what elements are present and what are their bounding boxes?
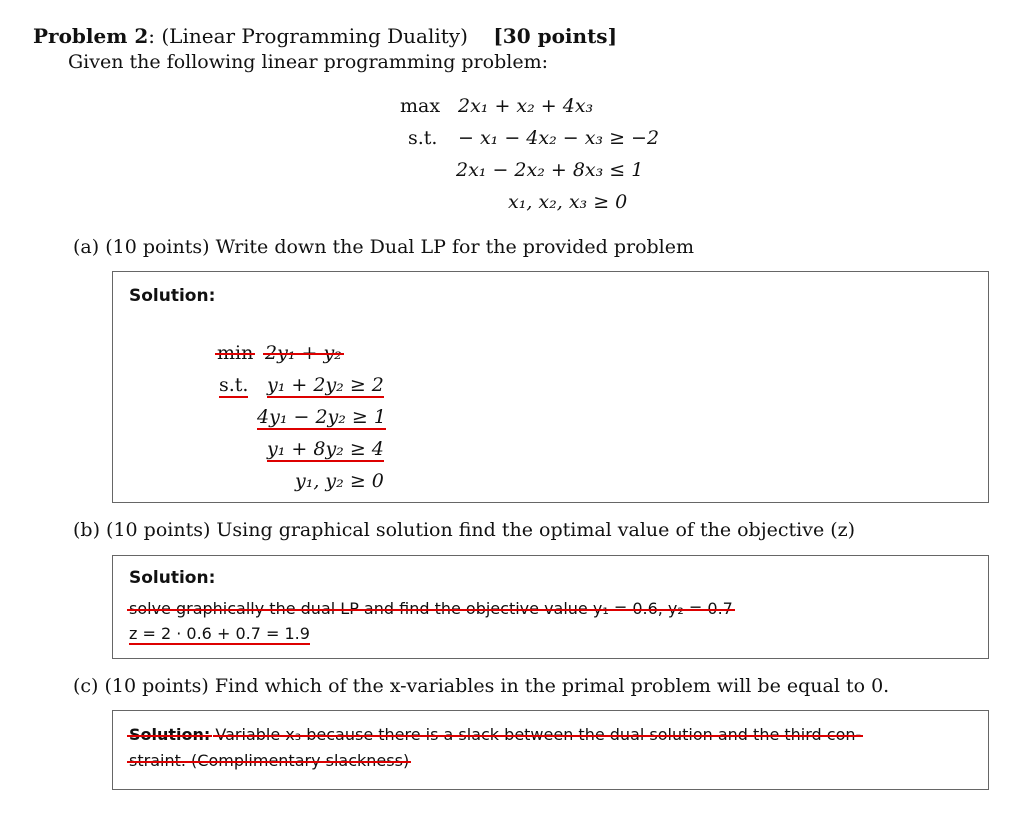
part-b-solution-line-2: z = 2 · 0.6 + 0.7 = 1.9	[129, 624, 310, 643]
problem-title: Problem 2: (Linear Programming Duality) [30 points]	[33, 24, 618, 48]
primal-max-keyword: max	[400, 95, 441, 117]
problem-label: Problem 2	[33, 24, 149, 48]
primal-objective: 2x₁ + x₂ + 4x₃	[458, 95, 594, 117]
part-b-solution-box	[112, 555, 989, 659]
problem-intro: Given the following linear programming problem:	[68, 51, 548, 73]
part-c-solution-box	[112, 710, 989, 790]
part-a-solution-label: Solution:	[129, 286, 216, 306]
dual-st-keyword: s.t.	[219, 374, 249, 396]
part-c-solution-line-2: straint. (Complimentary slackness)	[129, 751, 410, 770]
part-b-solution-line-1: solve graphically the dual LP and find the objective value y₁ = 0.6, y₂ = 0.7	[129, 599, 733, 618]
dual-nonnegativity: y₁, y₂ ≥ 0	[295, 470, 384, 492]
primal-nonnegativity: x₁, x₂, x₃ ≥ 0	[508, 191, 628, 213]
part-c-question: (c) (10 points) Find which of the x-variables in the primal problem will be equal to 0.	[73, 675, 890, 697]
dual-min-keyword: min	[217, 342, 254, 364]
part-a-question: (a) (10 points) Write down the Dual LP for the provided problem	[73, 236, 695, 258]
part-b-question: (b) (10 points) Using graphical solution find the optimal value of the objective (z)	[73, 519, 856, 541]
problem-points: [30 points]	[493, 24, 618, 48]
dual-constraint-3: y₁ + 8y₂ ≥ 4	[267, 438, 384, 460]
part-c-solution-line-1: Variable x₃ because there is a slack between the dual solution and the third con-	[215, 725, 862, 744]
primal-lp	[400, 95, 700, 225]
dual-constraint-2: 4y₁ − 2y₂ ≥ 1	[257, 406, 386, 428]
part-a-solution-box	[112, 271, 989, 503]
primal-st-keyword: s.t.	[408, 127, 438, 149]
primal-constraint-1: − x₁ − 4x₂ − x₃ ≥ −2	[458, 127, 660, 149]
dual-constraint-1: y₁ + 2y₂ ≥ 2	[267, 374, 384, 396]
part-c-solution-label: Solution:	[129, 725, 211, 744]
problem-topic: (Linear Programming Duality)	[161, 24, 468, 48]
dual-objective: 2y₁ + y₂	[265, 342, 342, 364]
part-b-solution-label: Solution:	[129, 568, 216, 588]
primal-constraint-2: 2x₁ − 2x₂ + 8x₃ ≤ 1	[456, 159, 644, 181]
